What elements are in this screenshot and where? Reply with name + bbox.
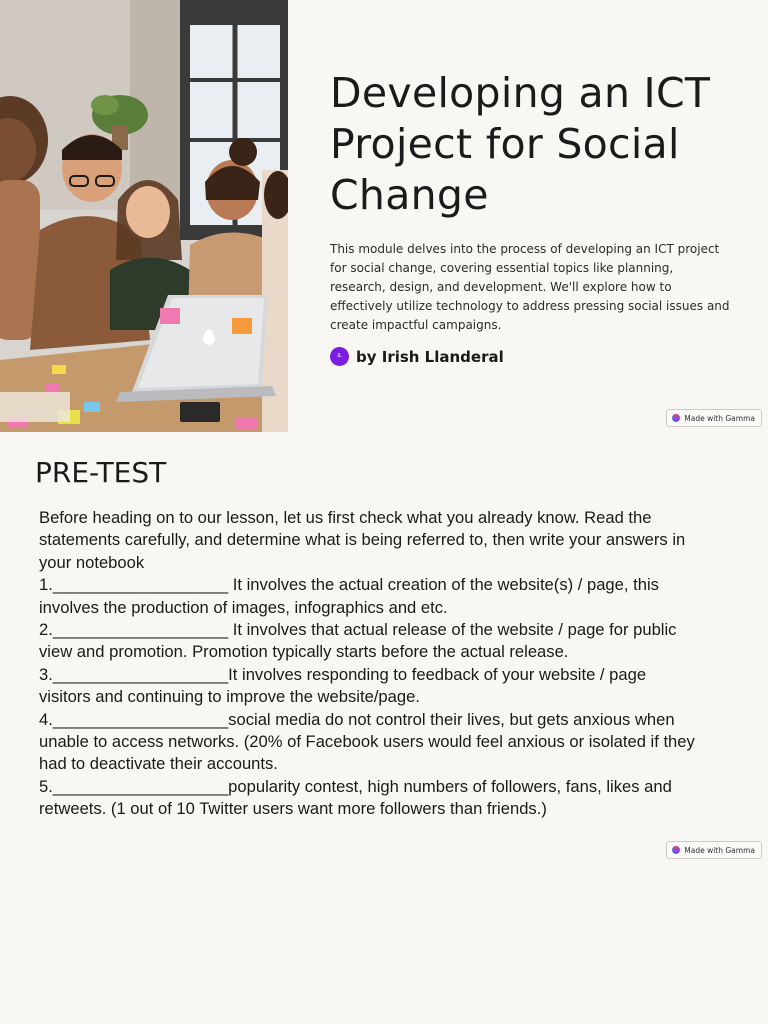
pretest-title: PRE-TEST [35,456,167,489]
pretest-body [39,507,699,821]
badge-label: Made with Gamma [684,845,755,855]
author-byline [330,347,504,366]
title-slide [0,0,768,432]
slide-description: This module delves into the process of developing an ICT project for social change, covering essential topics like planning, research, design, and development. We'll explore how to effectively utilize technology to address pressing social issues and create impactful campaigns. [330,242,730,332]
pretest-slide [0,432,768,872]
author-name: by Irish Llanderal [356,347,504,366]
made-with-gamma-badge[interactable] [666,409,762,427]
author-avatar: IL [330,347,349,366]
pretest-item: 3.___________________It involves responding to feedback of your website / page visitors and continuing to improve the website/page. [39,664,647,707]
pretest-item: 4.___________________social media do not control their lives, but gets anxious when unable to access networks. (20% of Facebook users would feel anxious or isolated if they had to deactivate their accounts. [39,709,695,774]
pretest-item: 2.___________________ It involves that actual release of the website / page for public view and promotion. Promotion typically starts before the actual release. [39,620,677,662]
made-with-gamma-badge[interactable] [666,841,762,859]
slide-title: Developing an ICT Project for Social Change [330,69,711,219]
gamma-logo-icon [672,846,680,854]
pretest-item: 1.___________________ It involves the actual creation of the website(s) / page, this involves the production of images, infographics and etc. [39,575,659,617]
gamma-logo-icon [672,414,680,422]
pretest-intro: Before heading on to our lesson, let us first check what you already know. Read the statements carefully, and determine what is being referred to, then write your answers in your notebook [39,508,686,572]
pretest-item: 5.___________________popularity contest, high numbers of followers, fans, likes and retweets. (1 out of 10 Twitter users want more followers than friends.) [39,776,672,819]
badge-label: Made with Gamma [684,413,755,423]
team-collaboration-photo [0,0,288,432]
